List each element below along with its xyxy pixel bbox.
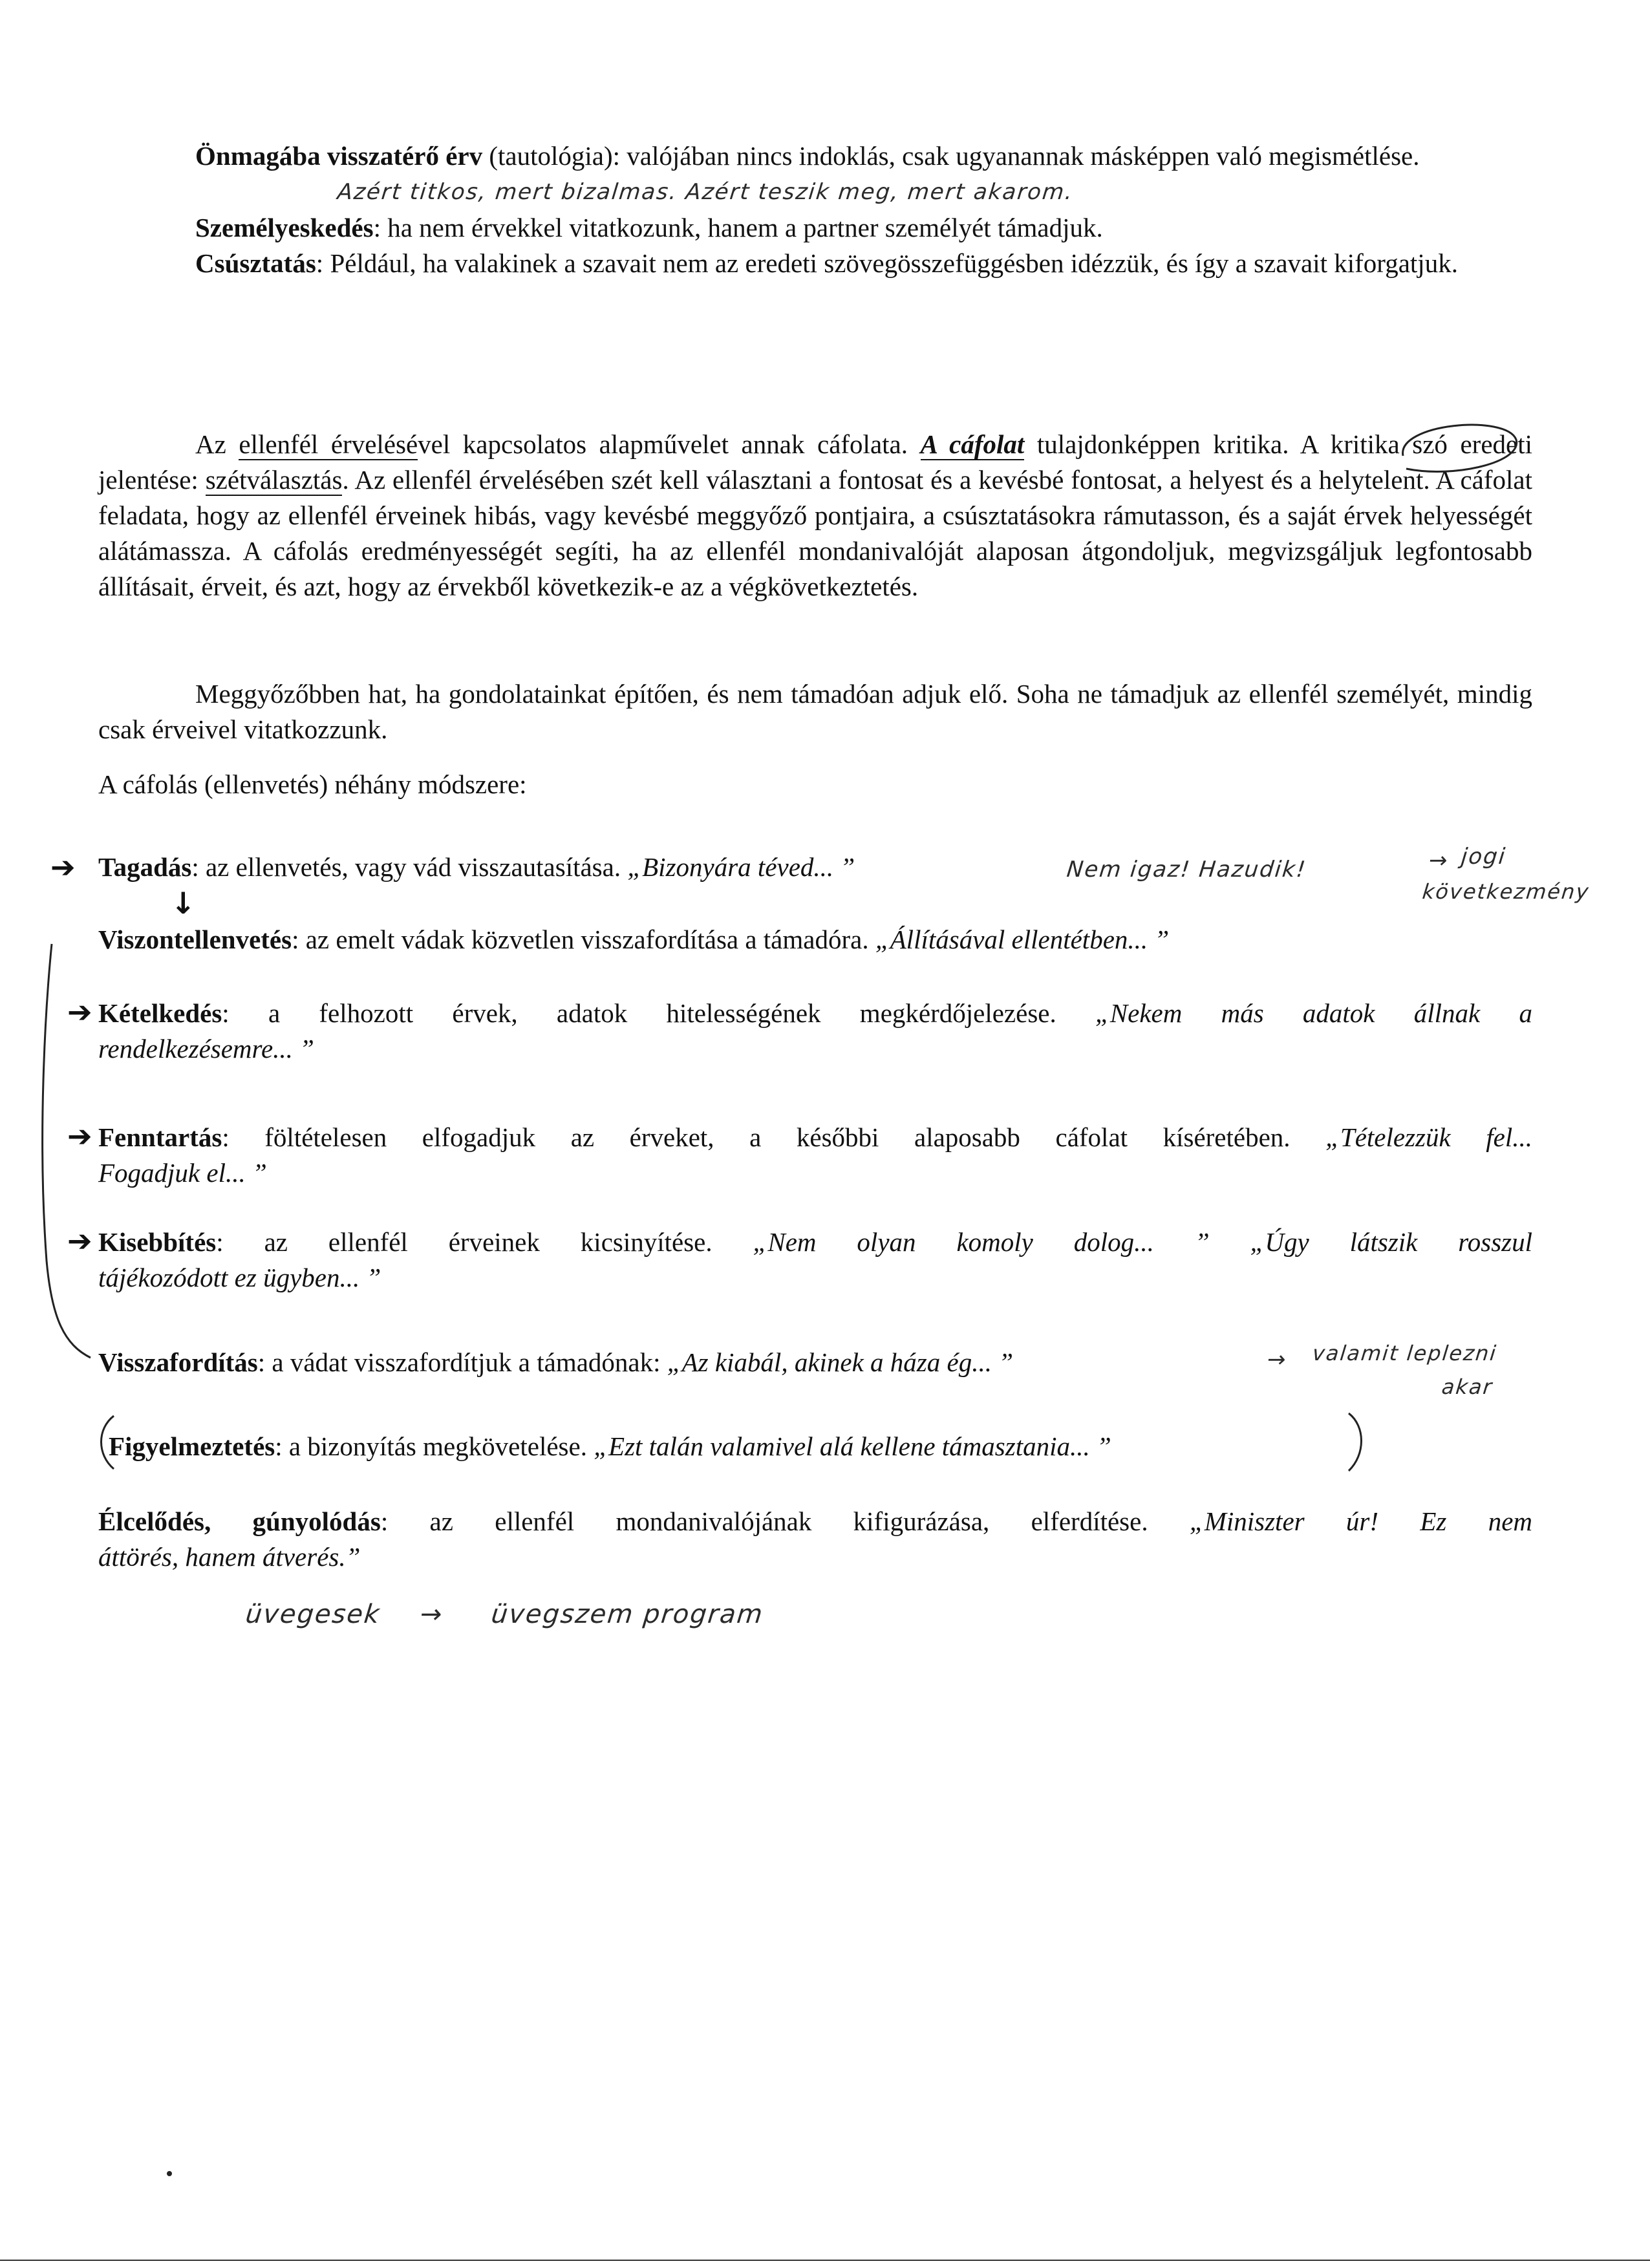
text-run: . A kritika szó eredeti jelentése:	[98, 429, 1533, 495]
definition: : Például, ha valakinek a szavait nem az eredeti szövegösszefüggésben idézzük, és így a szavait kiforgatjuk.	[316, 248, 1458, 278]
example: „Miniszter úr! Ez nem	[1189, 1506, 1532, 1536]
definition: : az ellenfél érveinek kicsinyítése.	[216, 1227, 753, 1257]
definition: : a felhozott érvek, adatok hitelességének megkérdőjelezése.	[222, 998, 1095, 1028]
text-run: vel kapcsolatos alapművelet annak cáfolata.	[418, 429, 921, 459]
definition: : a vádat visszafordítjuk a támadónak:	[257, 1347, 667, 1377]
persuasion-paragraph	[98, 676, 1532, 747]
definition: : az emelt vádak közvetlen visszafordítása a támadóra.	[292, 925, 875, 954]
underlined-word: szétválasztás	[205, 465, 343, 495]
handwritten-arrow: →	[1427, 848, 1450, 873]
definition: : föltételesen elfogadjuk az érveket, a későbbi alaposabb cáfolat kíséretében.	[222, 1122, 1326, 1152]
example: „Az kiabál, akinek a háza ég... ”	[667, 1347, 1014, 1377]
underlined-phrase: ellenfél érvelésé	[239, 429, 418, 459]
method-tagadas	[98, 850, 855, 885]
method-fenntartas-line2	[98, 1155, 267, 1191]
emphasized-term: A cáfolat	[920, 429, 1025, 459]
circled-word: kritika	[1213, 429, 1283, 459]
term: Önmagába visszatérő érv	[195, 141, 483, 171]
method-ketelkedes-line1	[98, 996, 1532, 1031]
text-run: tulajdonképpen	[1024, 429, 1214, 459]
example: „Nekem más adatok állnak a	[1095, 998, 1532, 1028]
bullet-arrow-icon: ➔	[67, 1223, 92, 1258]
example: „Bizonyára téved... ”	[627, 852, 855, 882]
handwritten-note-tautology: Azért titkos, mert bizalmas. Azért teszik meg, mert akarom.	[336, 179, 1075, 205]
term: Személyeskedés	[195, 213, 374, 242]
method-elcelodes-line2	[98, 1539, 360, 1575]
handwritten-note-hide: valamit leplezni	[1311, 1341, 1499, 1365]
handwritten-note-wants: akar	[1441, 1375, 1494, 1399]
bullet-arrow-icon: ➔	[67, 1118, 92, 1153]
example: áttörés, hanem átverés.”	[98, 1542, 361, 1572]
method-viszontellenvetes	[98, 922, 1169, 957]
fallacy-misquote	[98, 246, 1532, 281]
handwritten-note-consequence: következmény	[1421, 879, 1591, 904]
example: Fogadjuk el... ”	[98, 1158, 267, 1188]
example: „Állításával ellentétben... ”	[875, 925, 1170, 954]
term: Visszafordítás	[98, 1347, 258, 1377]
fallacy-tautology	[98, 138, 1532, 174]
method-kisebbites-line2	[98, 1260, 381, 1296]
term: Figyelmeztetés	[109, 1431, 275, 1461]
definition: : a bizonyítás megkövetelése.	[275, 1431, 594, 1461]
bullet-arrow-icon: ➔	[50, 850, 76, 884]
term: Csúsztatás	[195, 248, 316, 278]
term: Kételkedés	[98, 998, 222, 1028]
definition: : ha nem érvekkel vitatkozunk, hanem a partner személyét támadjuk.	[373, 213, 1103, 242]
down-arrow-icon: ↓	[171, 886, 196, 921]
text-run: . Az ellenfél érvelésében szét kell választani a fontosat és a kevésbé fontosat, a helyest és a helytelent. A cáfolat feladata, hogy az ellenfél érveinek hibás, vagy kevésbé meggyőző pontjaira, a csúsztatásokra rámutasson, és a saját érvek helyességét alátámassza. A cáfolás eredményességét segíti, ha az ellenfél mondanivalóját alaposan átgondoljuk, megvizsgáljuk legfontosabb állításait, érveit, és azt, hogy az érvekből következik-e az a végkövetkeztetés.	[98, 465, 1533, 601]
handwritten-arrow: →	[1265, 1347, 1289, 1373]
term: Fenntartás	[98, 1122, 222, 1152]
bullet-arrow-icon: ➔	[67, 994, 92, 1029]
example: „Nem olyan komoly dolog... ” „Úgy látszik rosszul	[753, 1227, 1532, 1257]
handwritten-note-tagadas: Nem igaz! Hazudik!	[1065, 857, 1308, 883]
handwritten-note-glass-program: üvegszem program	[489, 1599, 766, 1629]
fallacy-ad-hominem	[98, 210, 1532, 246]
example: tájékozódott ez ügyben... ”	[98, 1263, 381, 1292]
method-fenntartas-line1	[98, 1120, 1532, 1155]
term: Viszontellenvetés	[98, 925, 292, 954]
handwritten-note-legal: jogi	[1459, 844, 1508, 870]
definition: : az ellenfél mondanivalójának kifigurázása, elferdítése.	[380, 1506, 1190, 1536]
methods-heading: A cáfolás (ellenvetés) néhány módszere:	[98, 769, 527, 799]
handwritten-note-glass: üvegesek	[244, 1599, 382, 1629]
method-figyelmeztetes	[109, 1429, 1111, 1464]
term: Tagadás	[98, 852, 192, 882]
example: „Tételezzük fel...	[1325, 1122, 1532, 1152]
method-elcelodes-line1	[98, 1504, 1532, 1539]
example: „Ezt talán valamivel alá kellene támasztania... ”	[594, 1431, 1111, 1461]
text-run: Meggyőzőbben hat, ha gondolatainkat építően, és nem támadóan adjuk elő. Soha ne támadjuk az ellenfél személyét, mindig csak érveivel vitatkozzunk.	[98, 679, 1532, 744]
method-visszafordítas	[98, 1345, 1013, 1380]
method-kisebbites-line1	[98, 1225, 1532, 1260]
refutation-paragraph	[98, 427, 1532, 604]
handwritten-arrow: →	[418, 1599, 445, 1629]
definition: : az ellenvetés, vagy vád visszautasítása.	[191, 852, 628, 882]
example: rendelkezésemre... ”	[98, 1034, 314, 1064]
term: Kisebbítés	[98, 1227, 217, 1257]
text-run: Az	[195, 429, 239, 459]
method-ketelkedes-line2	[98, 1031, 314, 1067]
term: Élcelődés, gúnyolódás	[98, 1506, 381, 1536]
definition: (tautológia): valójában nincs indoklás, csak ugyanannak másképpen való megismétlése.	[482, 141, 1420, 171]
